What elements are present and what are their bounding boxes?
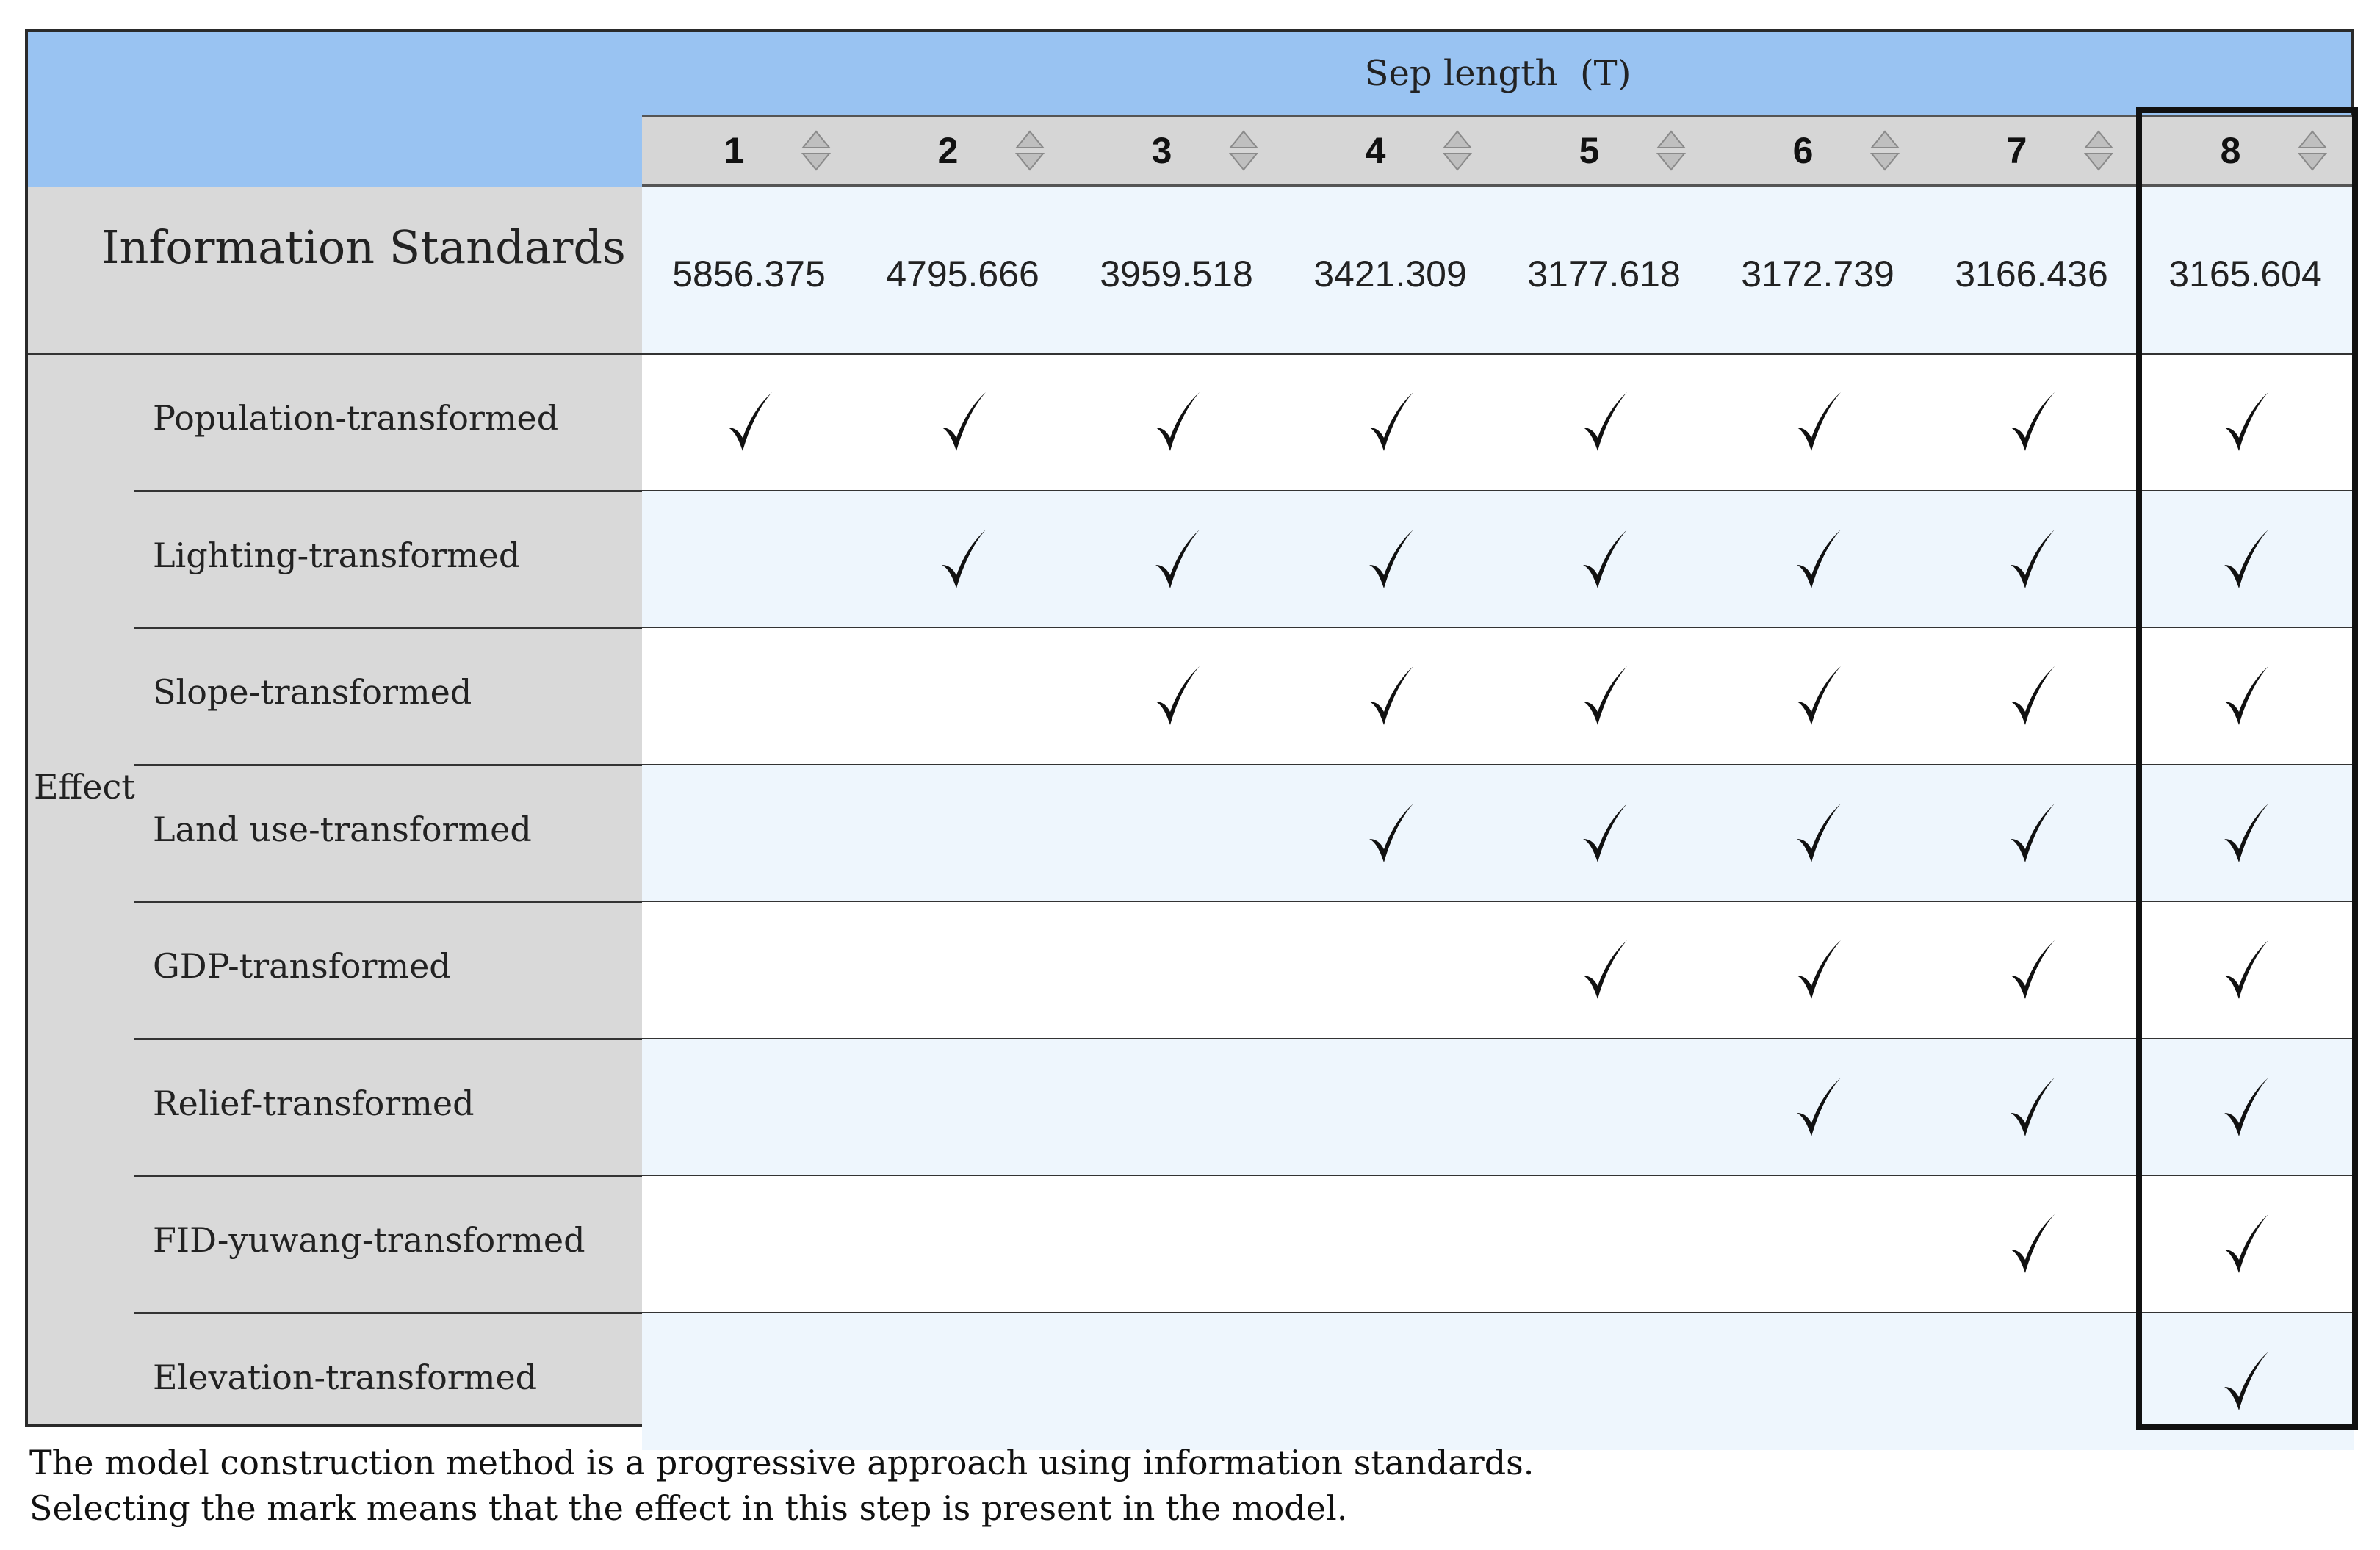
sort-up-down-icon[interactable]: [1655, 129, 1687, 173]
effect-row: [642, 1039, 2354, 1176]
effect-label: Slope-transformed: [153, 672, 472, 712]
step-header-2[interactable]: [856, 117, 1070, 184]
check-icon[interactable]: [1151, 527, 1202, 593]
step-number: 5: [1579, 130, 1600, 171]
check-icon[interactable]: [1792, 527, 1844, 593]
effect-label: Population-transformed: [153, 398, 559, 438]
check-icon[interactable]: [1792, 801, 1844, 867]
check-icon[interactable]: [937, 527, 989, 593]
check-icon[interactable]: [2006, 527, 2058, 593]
step-header-3[interactable]: [1070, 117, 1283, 184]
check-icon[interactable]: [1365, 527, 1416, 593]
step-number: 1: [724, 130, 745, 171]
step-number: 4: [1365, 130, 1386, 171]
info-standard-value: 5856.375: [672, 253, 826, 295]
effect-group-label: Effect: [34, 767, 135, 807]
sort-up-down-icon[interactable]: [1227, 129, 1260, 173]
step-header-7[interactable]: [1925, 117, 2138, 184]
step-number: 8: [2220, 130, 2241, 171]
info-standard-value: 3959.518: [1100, 253, 1253, 295]
check-icon[interactable]: [1579, 527, 1630, 593]
sort-up-down-icon[interactable]: [2082, 129, 2115, 173]
effect-row: [642, 1176, 2354, 1313]
check-icon[interactable]: [1792, 389, 1844, 455]
effect-row: [642, 354, 2354, 491]
effect-row: [642, 765, 2354, 902]
effect-label: Lighting-transformed: [153, 535, 521, 575]
check-icon[interactable]: [2006, 801, 2058, 867]
step-number: 7: [2006, 130, 2027, 171]
table-notes: [29, 1440, 1534, 1531]
effect-label: FID-yuwang-transformed: [153, 1220, 585, 1260]
step-number: 2: [937, 130, 959, 171]
check-icon[interactable]: [1792, 1075, 1844, 1141]
step-length-title: Sep length (T): [1364, 53, 1631, 94]
info-standard-value: 3177.618: [1527, 253, 1681, 295]
effect-row: [642, 902, 2354, 1039]
sort-up-down-icon[interactable]: [1014, 129, 1046, 173]
check-icon[interactable]: [2006, 663, 2058, 729]
check-icon[interactable]: [1579, 663, 1630, 729]
note-line: The model construction method is a progressive approach using information standards.: [29, 1443, 1535, 1482]
effect-row: [642, 1313, 2354, 1450]
check-icon[interactable]: [1365, 389, 1416, 455]
check-icon[interactable]: [1792, 937, 1844, 1003]
effect-row: [642, 628, 2354, 765]
info-standard-value: 3172.739: [1741, 253, 1894, 295]
effect-label: Land use-transformed: [153, 809, 532, 849]
check-icon[interactable]: [1365, 663, 1416, 729]
effect-label: GDP-transformed: [153, 946, 451, 986]
info-standards-label: Information Standards: [101, 220, 626, 274]
check-icon[interactable]: [2006, 1211, 2058, 1277]
check-icon[interactable]: [2006, 1075, 2058, 1141]
effect-label: Relief-transformed: [153, 1083, 475, 1123]
effect-label: Elevation-transformed: [153, 1357, 538, 1397]
sort-up-down-icon[interactable]: [1441, 129, 1474, 173]
check-icon[interactable]: [1365, 801, 1416, 867]
model-steps-table: [25, 29, 2354, 1427]
check-icon[interactable]: [1579, 937, 1630, 1003]
step-header-4[interactable]: [1283, 117, 1497, 184]
info-standard-value: 3165.604: [2168, 253, 2322, 295]
step-header-1[interactable]: [642, 117, 856, 184]
check-icon[interactable]: [1579, 389, 1630, 455]
effect-row: [642, 491, 2354, 628]
step-header-6[interactable]: [1711, 117, 1925, 184]
check-icon[interactable]: [937, 389, 989, 455]
check-icon[interactable]: [1151, 389, 1202, 455]
step-header-row: [642, 115, 2354, 187]
info-standard-value: 3421.309: [1313, 253, 1467, 295]
check-icon[interactable]: [2006, 937, 2058, 1003]
check-icon[interactable]: [724, 389, 775, 455]
check-icon[interactable]: [1151, 663, 1202, 729]
check-icon[interactable]: [2006, 389, 2058, 455]
step-number: 3: [1151, 130, 1172, 171]
row-divider: [28, 353, 2354, 355]
check-icon[interactable]: [1792, 663, 1844, 729]
step-number: 6: [1792, 130, 1814, 171]
step-header-5[interactable]: [1497, 117, 1711, 184]
note-line: Selecting the mark means that the effect in this step is present in the model.: [29, 1488, 1348, 1528]
info-standard-value: 3166.436: [1955, 253, 2108, 295]
sort-up-down-icon[interactable]: [800, 129, 832, 173]
sort-up-down-icon[interactable]: [1869, 129, 1901, 173]
check-icon[interactable]: [1579, 801, 1630, 867]
info-standard-value: 4795.666: [886, 253, 1039, 295]
selected-step-highlight: [2136, 107, 2358, 1430]
